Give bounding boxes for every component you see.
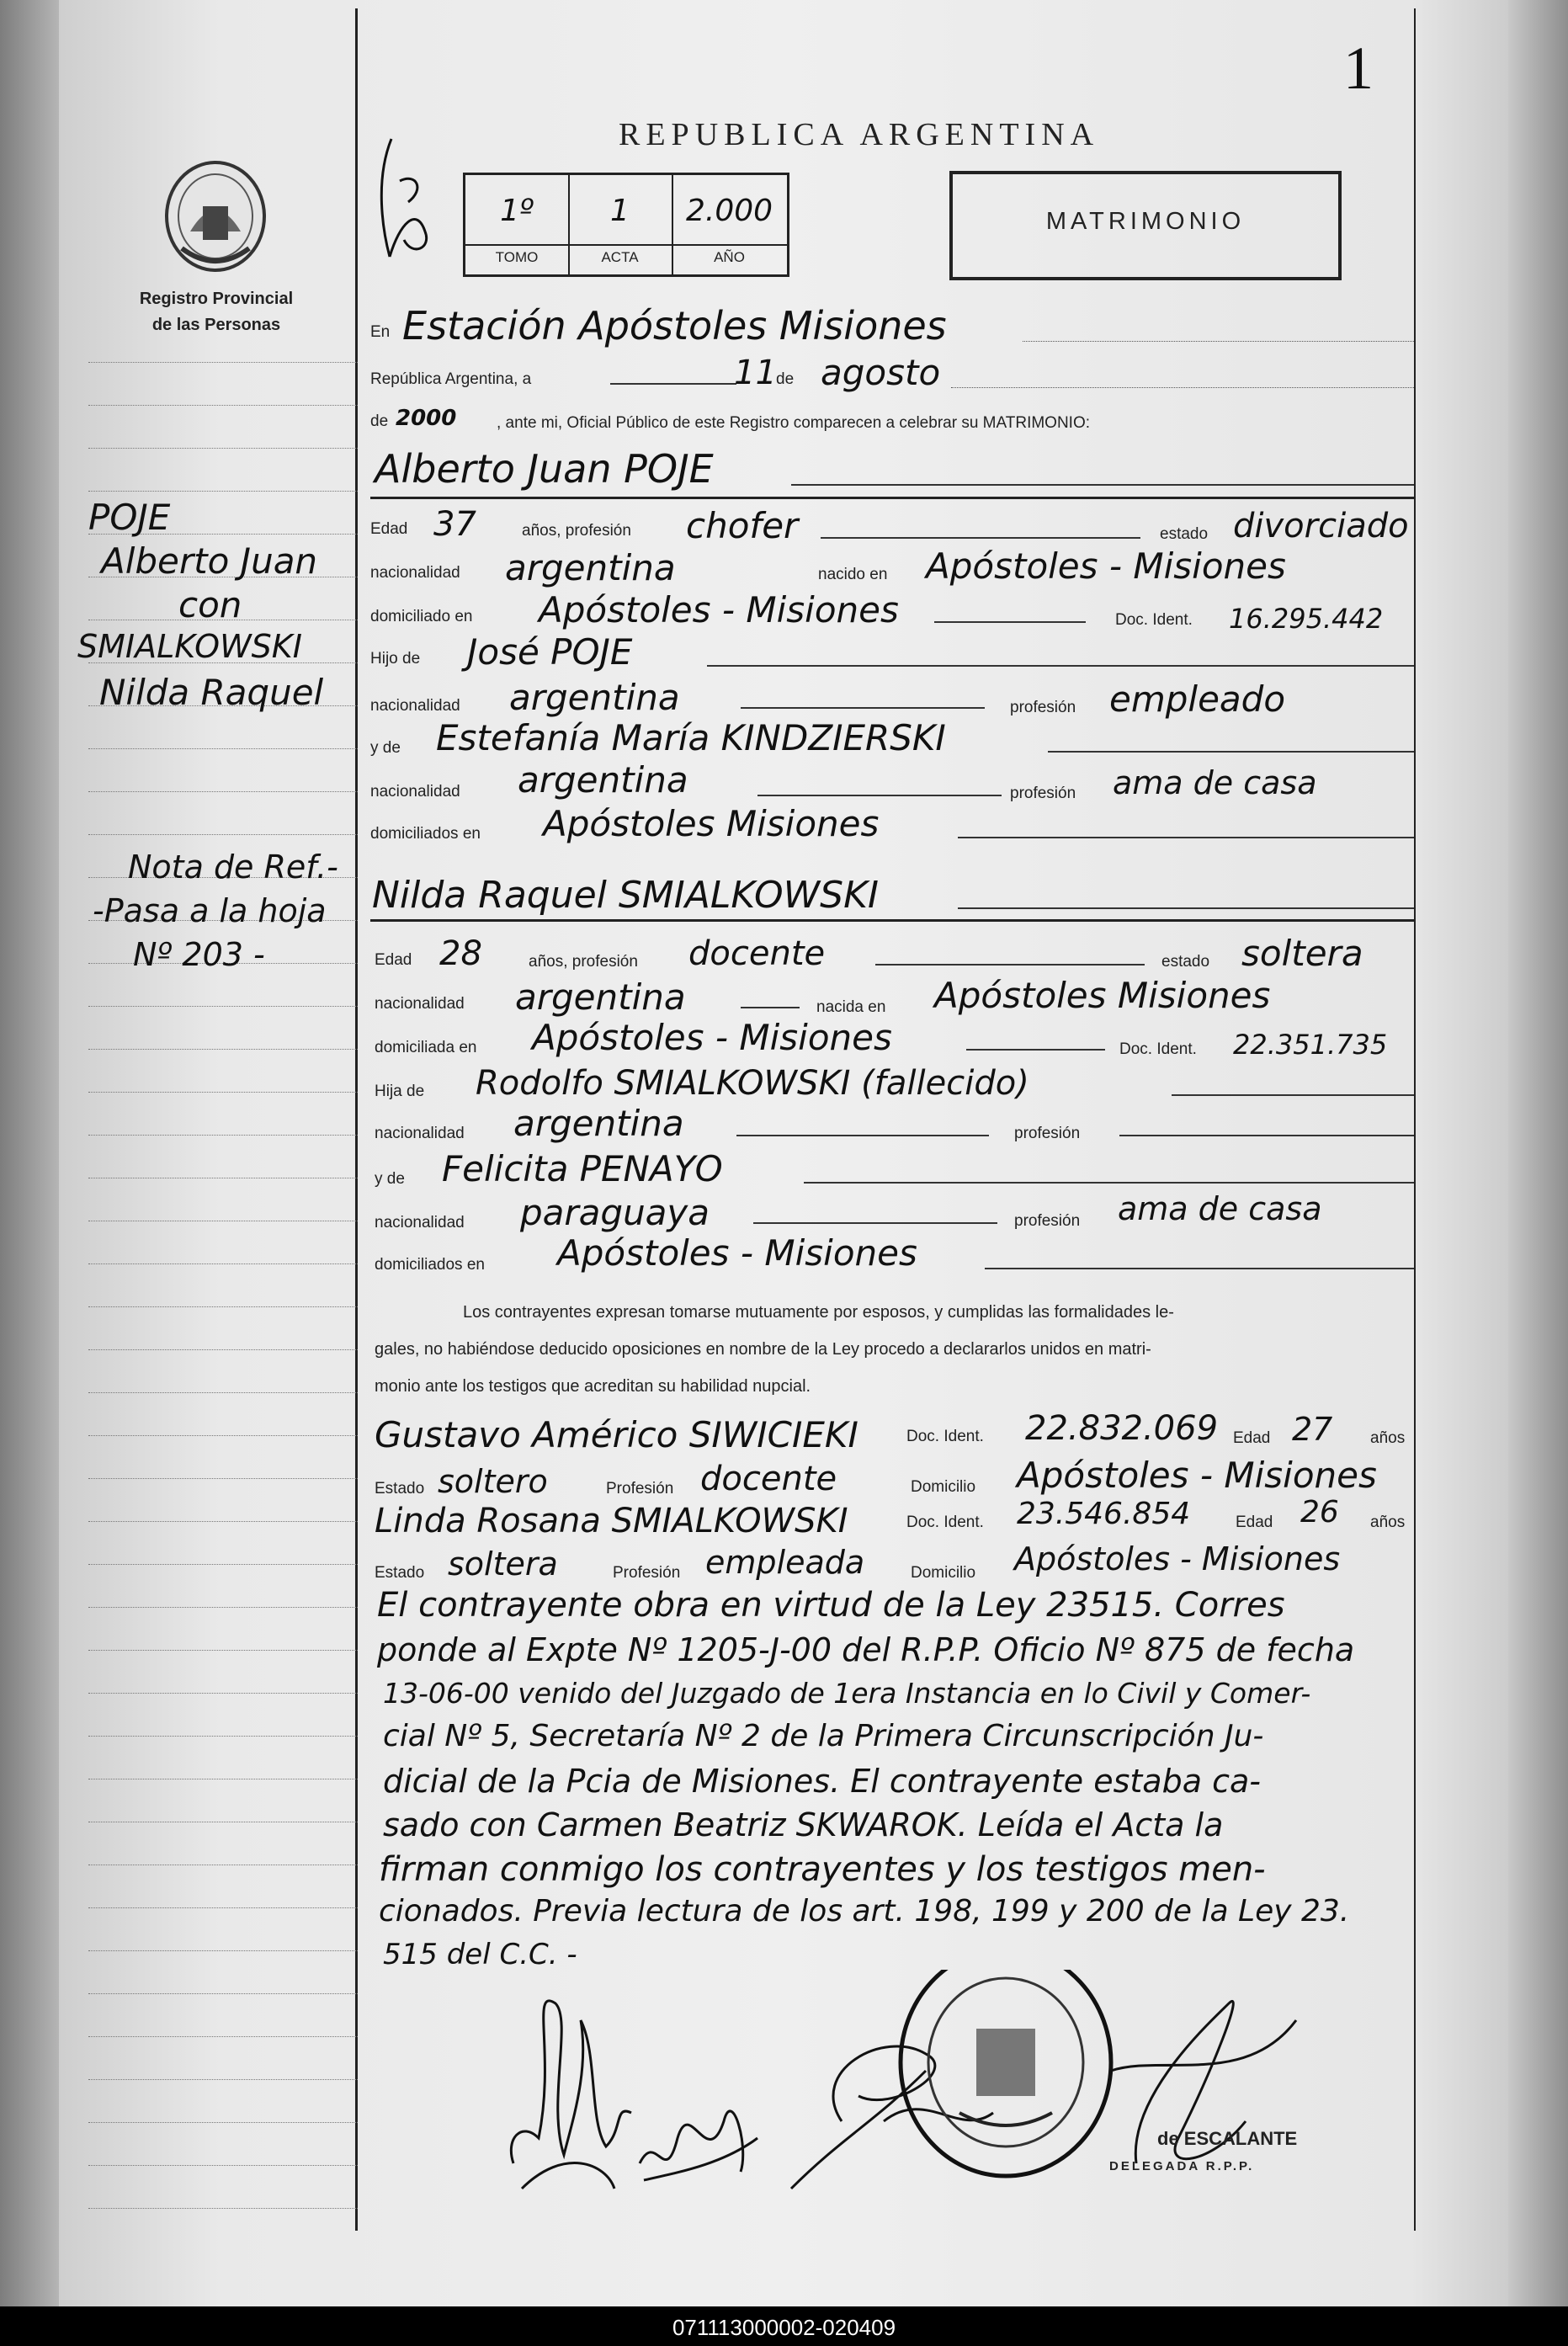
groom-father-profession: empleado [1109,678,1286,720]
ruled-line [88,1392,358,1393]
ruled-line [88,2036,358,2037]
comparecen-text: , ante mi, Oficial Público de este Registro comparecen a celebrar su MATRIMONIO: [497,414,1091,432]
edad-label: Edad [1236,1513,1273,1531]
domiciliados-label: domiciliados en [370,825,481,843]
groom-doc: 16.295.442 [1229,603,1384,635]
signatures-area [488,1970,1431,2222]
tomo-value: 1º [500,194,534,228]
ruled-line [88,1092,358,1093]
anos-label: años [1370,1513,1406,1531]
estado-label: Estado [375,1480,425,1498]
doc-ident-label: Doc. Ident. [906,1428,984,1445]
country-header: REPUBLICA ARGENTINA [619,117,1100,152]
groom-domicile: Apóstoles - Misiones [539,589,899,630]
officer-stamp-line2: DELEGADA R.P.P. [1109,2159,1255,2173]
groom-name: Alberto Juan POJE [375,446,714,492]
profesion-label: profesión [1010,699,1076,716]
margin-ref-line: Nº 203 - [133,936,265,973]
edad-label: Edad [1233,1429,1271,1447]
profesion-label: Profesión [606,1480,674,1498]
profesion-label: profesión [1010,785,1076,802]
nacionalidad-label: nacionalidad [375,1125,465,1142]
ruled-line [88,1993,358,1994]
bride-doc: 22.351.735 [1233,1029,1388,1061]
bride-age: 28 [439,934,482,973]
witness-2-name: Linda Rosana SMIALKOWSKI [375,1502,848,1540]
profesion-label: profesión [1014,1212,1081,1230]
hijo-label: Hijo de [370,650,421,668]
domicilio-label: Domicilio [911,1564,976,1582]
nacida-label: nacida en [816,998,886,1016]
hija-label: Hija de [375,1083,425,1100]
note-line: ponde al Expte Nº 1205-J-00 del R.P.P. Oficio Nº 875 de fecha [377,1631,1355,1668]
acta-value: 1 [610,194,630,228]
ruled-line [88,1907,358,1908]
doc-ident-label: Doc. Ident. [1115,611,1193,629]
margin-note-line: Alberto Juan [101,540,318,582]
marriage-year: 2000 [396,406,457,431]
groom-father-nationality: argentina [509,677,680,718]
witness-1-domicile: Apóstoles - Misiones [1017,1455,1377,1496]
note-line: cial Nº 5, Secretaría Nº 2 de la Primera Circunscripción Ju- [383,1719,1264,1753]
year-label: de [370,412,389,430]
nacionalidad-label: nacionalidad [370,783,460,801]
ruled-line [88,1306,358,1307]
bride-domicile: Apóstoles - Misiones [532,1017,892,1058]
en-label: En [370,323,391,341]
groom-mother-nationality: argentina [518,759,688,801]
profesion-label: Profesión [613,1564,681,1582]
doc-ident-label: Doc. Ident. [906,1513,984,1531]
ruled-line [88,1049,358,1050]
note-line: 13-06-00 venido del Juzgado de 1era Instancia en lo Civil y Comer- [383,1677,1311,1710]
ruled-line [88,748,358,749]
witness-2-age: 26 [1300,1495,1339,1529]
note-line: sado con Carmen Beatriz SKWAROK. Leída el Acta la [383,1806,1224,1843]
domiciliada-label: domiciliada en [375,1039,477,1056]
ruled-line [88,1478,358,1479]
profesion-label: profesión [1014,1125,1081,1142]
witness-1-doc: 22.832.069 [1025,1409,1219,1448]
estado-label: estado [1161,953,1210,971]
doc-type: MATRIMONIO [1045,208,1246,235]
provincial-seal-icon [157,156,274,282]
margin-ref-line: -Pasa a la hoja [93,892,327,929]
de-label: de [776,370,795,388]
ruled-line [88,2165,358,2166]
bride-nationality: argentina [515,976,686,1018]
page-binding-shadow [0,0,59,2306]
scan-footer [0,2306,1568,2346]
edad-label: Edad [375,951,412,969]
groom-parents-domicile: Apóstoles Misiones [543,803,880,844]
registry-name-line1: Registro Provincial [139,290,294,308]
nacionalidad-label: nacionalidad [375,995,465,1013]
ruled-line [88,2122,358,2123]
ruled-line [88,1650,358,1651]
estado-label: Estado [375,1564,425,1582]
ruled-line [88,1607,358,1608]
nacionalidad-label: nacionalidad [370,697,460,715]
ruled-line [88,1736,358,1737]
ruled-line [88,1564,358,1565]
declaration-line: gales, no habiéndose deducido oposiciones en nombre de la Ley procedo a declararlos unidos en matri- [375,1340,1151,1359]
bride-father-nationality: argentina [513,1103,684,1144]
tomo-label: TOMO [495,249,539,265]
witness-2-profession: empleada [705,1544,865,1581]
bride-father: Rodolfo SMIALKOWSKI (fallecido) [476,1064,1029,1103]
ruled-line [88,1693,358,1694]
record-box [463,173,789,277]
witness-1-profession: docente [700,1460,837,1498]
groom-mother-profession: ama de casa [1113,764,1317,801]
y-de-label: y de [375,1170,405,1188]
witness-2-estado: soltera [448,1545,558,1583]
bride-mother-nationality: paraguaya [520,1192,710,1233]
ruled-line [88,1006,358,1007]
ruled-line [88,2208,358,2209]
matrimonio-box [949,171,1342,280]
note-line: cionados. Previa lectura de los art. 198, 199 y 200 de la Ley 23. [379,1894,1350,1928]
witness-2-domicile: Apóstoles - Misiones [1014,1540,1341,1577]
ruled-line [88,1349,358,1350]
ruled-line [88,405,358,406]
marriage-month: agosto [821,352,941,393]
note-line: firman conmigo los contrayentes y los testigos men- [379,1850,1266,1889]
margin-ref-line: Nota de Ref.- [128,848,338,886]
groom-signature [511,2001,631,2189]
domiciliado-label: domiciliado en [370,608,473,625]
margin-note-line: Nilda Raquel [99,672,324,713]
ruled-line [88,2079,358,2080]
nacido-label: nacido en [818,566,888,583]
ano-label: AÑO [714,249,745,265]
marriage-day: 11 [734,354,777,392]
anos-label: años [1370,1429,1406,1447]
barcode-text: 071113000002-020409 [672,2315,896,2340]
note-line: El contrayente obra en virtud de la Ley 23515. Corres [377,1586,1285,1625]
right-border-line [1414,8,1416,2231]
domicilio-label: Domicilio [911,1478,976,1496]
witness-1-name: Gustavo Américo SIWICIEKI [375,1414,858,1455]
anos-profesion-label: años, profesión [522,522,631,540]
ruled-line [88,1135,358,1136]
margin-note-line: con [178,584,242,625]
groom-age: 37 [433,505,476,544]
groom-father: José POJE [467,631,633,673]
groom-estado: divorciado [1233,507,1409,545]
ruled-line [88,1521,358,1522]
witness-2-doc: 23.546.854 [1017,1497,1191,1531]
nacionalidad-label: nacionalidad [370,564,460,582]
note-line: 515 del C.C. - [383,1938,577,1971]
groom-mother: Estefanía María KINDZIERSKI [436,717,946,758]
republica-label: República Argentina, a [370,370,532,388]
initial-signature [366,130,442,265]
groom-birthplace: Apóstoles - Misiones [926,545,1286,587]
y-de-label: y de [370,739,401,757]
margin-note-line: POJE [88,497,171,538]
bride-estado: soltera [1241,933,1363,974]
ano-value: 2.000 [685,194,773,228]
acta-label: ACTA [601,249,639,265]
margin-note-line: SMIALKOWSKI [77,628,302,665]
officer-stamp-line1: de ESCALANTE [1157,2128,1298,2149]
domiciliados-label: domiciliados en [375,1256,485,1274]
bride-profession: docente [688,934,826,973]
margin-divider-line [355,8,358,2231]
witness-1-estado: soltero [438,1463,548,1500]
estado-label: estado [1160,525,1209,543]
groom-profession: chofer [686,505,799,546]
declaration-line: monio ante los testigos que acreditan su habilidad nupcial. [375,1377,811,1396]
ruled-line [88,491,358,492]
page-number: 1 [1343,35,1374,102]
ruled-line [88,791,358,792]
page-edge-shadow [1508,0,1568,2306]
ruled-line [88,362,358,363]
edad-label: Edad [370,520,408,538]
bride-signature [640,2111,757,2180]
doc-ident-label: Doc. Ident. [1119,1040,1197,1058]
registry-name-line2: de las Personas [151,316,281,334]
nacionalidad-label: nacionalidad [375,1214,465,1232]
groom-nationality: argentina [505,547,676,588]
bride-mother: Felicita PENAYO [442,1148,723,1189]
note-line: dicial de la Pcia de Misiones. El contrayente estaba ca- [383,1763,1261,1800]
ruled-line [88,1263,358,1264]
bride-birthplace: Apóstoles Misiones [934,975,1271,1016]
witness-1-age: 27 [1292,1411,1333,1448]
ruled-line [88,1435,358,1436]
marriage-place: Estación Apóstoles Misiones [402,303,947,348]
ruled-line [88,834,358,835]
bride-name: Nilda Raquel SMIALKOWSKI [372,874,879,917]
anos-profesion-label: años, profesión [529,953,638,971]
ruled-line [88,1950,358,1951]
ruled-line [88,448,358,449]
bride-mother-profession: ama de casa [1118,1190,1322,1227]
bride-parents-domicile: Apóstoles - Misiones [557,1232,917,1274]
declaration-line: Los contrayentes expresan tomarse mutuamente por esposos, y cumplidas las formalidades le- [463,1303,1174,1322]
